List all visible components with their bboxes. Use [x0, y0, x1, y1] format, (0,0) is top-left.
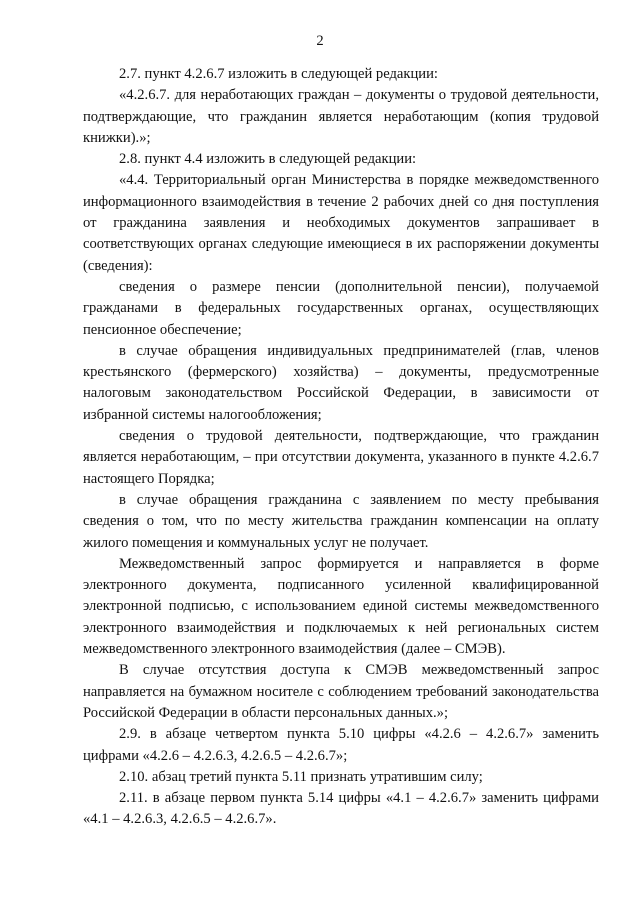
- paragraph-2-8: 2.8. пункт 4.4 изложить в следующей редакции:: [119, 151, 417, 168]
- paragraph-pension-info: сведения о размере пенсии (дополнительной пенсии), получаемой гражданами в федеральных государственных органах, осуществляющих пенсионное обеспечение;: [83, 278, 599, 338]
- paragraph-labor-info: сведения о трудовой деятельности, подтверждающие, что гражданин является неработающим, – при отсутствии документа, указанного в пункте 4.2.6.7 настоящего Порядка;: [83, 428, 599, 487]
- paragraph-2-7: 2.7. пункт 4.2.6.7 изложить в следующей редакции:: [119, 66, 438, 82]
- paragraph-2-11: 2.11. в абзаце первом пункта 5.14 цифры «4.1 – 4.2.6.7» заменить цифрами «4.1 – 4.2.6.3, 4.2.6.5 – 4.2.6.7».: [83, 790, 599, 828]
- paragraph-4-2-6-7: «4.2.6.7. для неработающих граждан – документы о трудовой деятельности, подтверждающие, что гражданин является неработающим (копия трудовой книжки).»;: [83, 87, 599, 146]
- paragraph-4-4: «4.4. Территориальный орган Министерства в порядке межведомственного информационного взаимодействия в течение 2 рабочих дней со дня поступления от гражданина заявления и необходимых документов запрашивает в соответствующих органах следующие имеющиеся в их распоряжении документы (сведения):: [83, 172, 599, 274]
- paragraph-residence-info: в случае обращения гражданина с заявлением по месту пребывания сведения о том, что по месту жительства гражданин компенсации на оплату жилого помещения и коммунальных услуг не получает.: [83, 491, 599, 551]
- page-number: 2: [316, 33, 324, 49]
- paragraph-no-smev-access: В случае отсутствия доступа к СМЭВ межведомственный запрос направляется на бумажном носителе с соблюдением требований законодательства Российской Федерации в области персональных данных.»;: [83, 662, 599, 721]
- document-body: [83, 64, 599, 831]
- paragraph-2-9: 2.9. в абзаце четвертом пункта 5.10 цифры «4.2.6 – 4.2.6.7» заменить цифрами «4.2.6 – 4.2.6.3, 4.2.6.5 – 4.2.6.7»;: [83, 726, 599, 764]
- paragraph-interagency-request: Межведомственный запрос формируется и направляется в форме электронного документа, подписанного усиленной квалифицированной электронной подписью, с использованием единой системы межведомственного электронного взаимодействия и подключаемых к ней региональных систем межведомственного электронного взаимодействия (далее – СМЭВ).: [83, 555, 599, 658]
- paragraph-entrepreneurs: в случае обращения индивидуальных предпринимателей (глав, членов крестьянского (фермерского) хозяйства) – документы, предусмотренные налоговым законодательством Российской Федерации, в зависимости от избранной системы налогообложения;: [83, 342, 599, 423]
- paragraph-2-10: 2.10. абзац третий пункта 5.11 признать утратившим силу;: [119, 768, 483, 785]
